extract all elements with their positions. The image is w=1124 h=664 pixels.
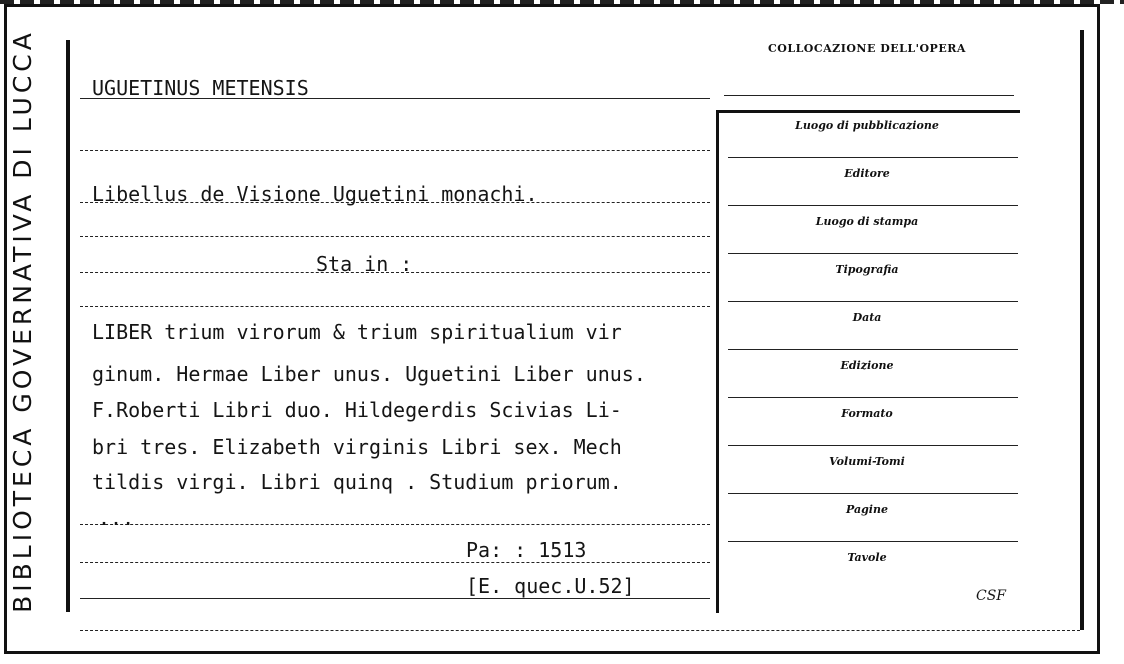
field-luogo-stampa bbox=[722, 209, 1012, 257]
description-line: LIBER trium virorum & trium spiritualium vir bbox=[92, 320, 622, 344]
field-editore bbox=[722, 161, 1012, 209]
place-year: Pa: : 1513 bbox=[466, 538, 587, 562]
field-label: Pagine bbox=[846, 503, 888, 516]
field-formato bbox=[722, 401, 1012, 449]
panel-divider bbox=[716, 113, 719, 613]
title-line: Libellus de Visione Uguetini monachi. bbox=[92, 182, 538, 206]
field-pagine bbox=[722, 497, 1012, 545]
margin-rule bbox=[66, 40, 70, 612]
field-label: Luogo di stampa bbox=[815, 215, 919, 228]
imprint-panel bbox=[716, 110, 1020, 613]
rule-collocation bbox=[724, 95, 1014, 96]
library-name: BIBLIOTECA GOVERNATIVA DI LUCCA bbox=[8, 29, 37, 613]
field-edizione bbox=[722, 353, 1012, 401]
field-volumi-tomi bbox=[722, 449, 1012, 497]
field-label: Data bbox=[852, 311, 882, 324]
rule-1 bbox=[80, 150, 710, 151]
field-label: Editore bbox=[844, 167, 890, 180]
description-line: ginum. Hermae Liber unus. Uguetini Liber unus. bbox=[92, 362, 646, 386]
rule-3 bbox=[80, 306, 710, 307]
field-label: Luogo di pubblicazione bbox=[795, 119, 939, 132]
field-tipografia bbox=[722, 257, 1012, 305]
corner-mark: CSF bbox=[976, 588, 1007, 604]
field-luogo-pubblicazione bbox=[722, 113, 1012, 161]
author-heading: UGUETINUS METENSIS bbox=[92, 76, 309, 100]
field-label: Formato bbox=[841, 407, 893, 420]
rule-2 bbox=[80, 236, 710, 237]
sta-in: Sta in : bbox=[316, 252, 413, 276]
field-label: Volumi-Tomi bbox=[829, 455, 905, 468]
field-label: Tavole bbox=[847, 551, 887, 564]
rule-4 bbox=[80, 524, 710, 525]
field-label: Edizione bbox=[840, 359, 894, 372]
description-line: bri tres. Elizabeth virginis Libri sex. Mech bbox=[92, 435, 622, 459]
rule-bottom bbox=[80, 630, 1080, 631]
field-tavole bbox=[722, 545, 1012, 593]
field-data bbox=[722, 305, 1012, 353]
rule-6 bbox=[80, 598, 710, 599]
description-line: tildis virgi. Libri quinq . Studium priorum. bbox=[92, 470, 622, 494]
card-right-edge bbox=[1080, 30, 1084, 630]
collocation-header: COLLOCAZIONE DELL'OPERA bbox=[768, 42, 966, 55]
ellipsis: ... bbox=[98, 506, 135, 530]
rule-5 bbox=[80, 562, 710, 563]
shelfmark: [E. quec.U.52] bbox=[466, 574, 635, 598]
field-label: Tipografia bbox=[835, 263, 899, 276]
description-line: F.Roberti Libri duo. Hildegerdis Scivias Li- bbox=[92, 398, 622, 422]
